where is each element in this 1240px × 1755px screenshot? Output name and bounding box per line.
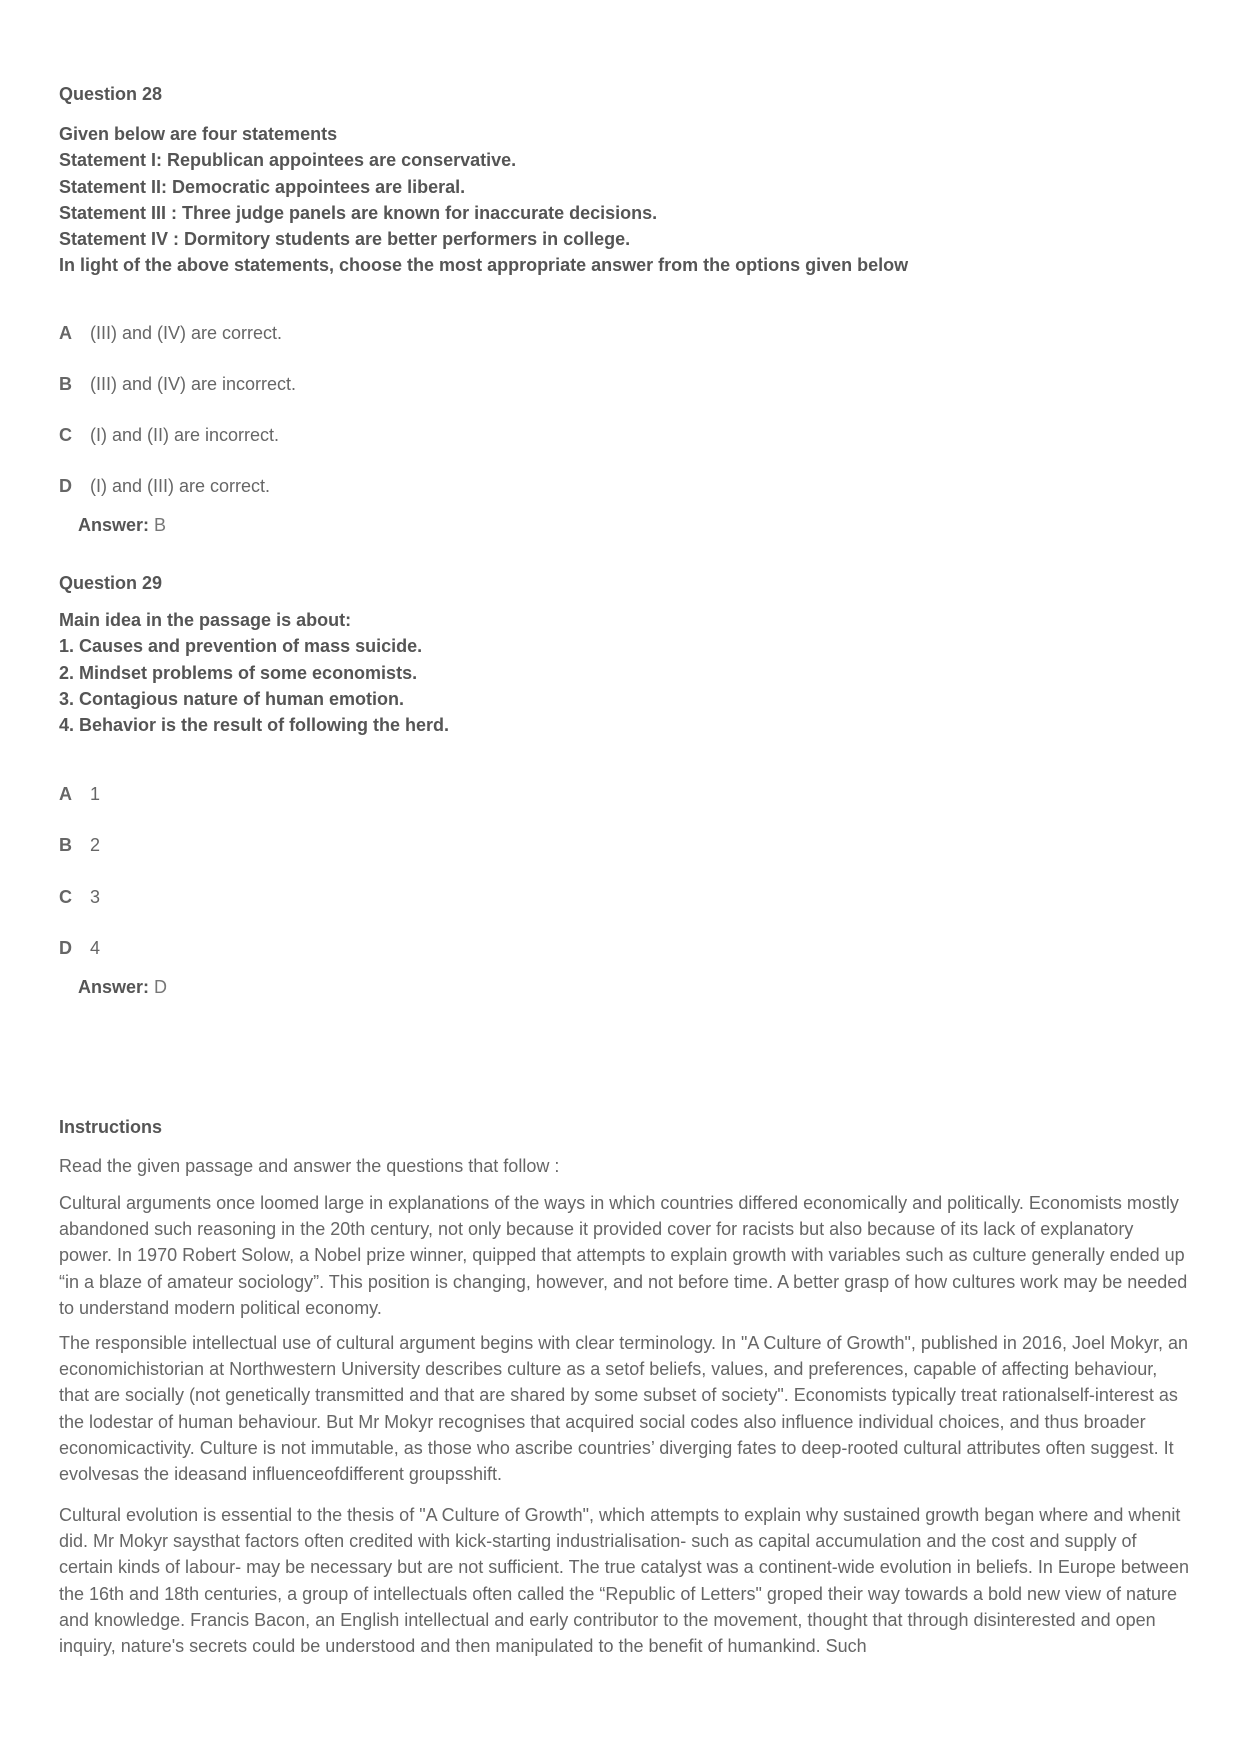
option-d[interactable] bbox=[59, 476, 270, 497]
option-letter: C bbox=[59, 887, 72, 907]
option-c[interactable] bbox=[59, 425, 279, 446]
passage-paragraph: The responsible intellectual use of cultural argument begins with clear terminology. In "A Culture of Growth", published in 2016, Joel Mokyr, an economichistorian at Northwestern University describes culture as a setof beliefs, values, and preferences, capable of affecting behaviour, that are socially (not genetically transmitted and that are shared by some subset of society". Economists typically treat rationalself-interest as the lodestar of human behaviour. But Mr Mokyr recognises that acquired social codes also influence individual choices, and thus broader economicactivity. Culture is not immutable, as those who ascribe countries’ diverging fates to deep-rooted cultural attributes often suggest. It evolvesas the ideasand influenceofdifferent groupsshift. bbox=[59, 1333, 1189, 1485]
option-a[interactable] bbox=[59, 784, 100, 805]
statement-line: Main idea in the passage is about: bbox=[59, 610, 352, 630]
option-text: 3 bbox=[90, 887, 101, 907]
statement-line: Statement II: Democratic appointees are liberal. bbox=[59, 176, 466, 197]
option-text: 4 bbox=[90, 938, 101, 958]
option-letter: D bbox=[59, 476, 72, 496]
question-29-title: Question 29 bbox=[59, 573, 163, 593]
answer-label: Answer: bbox=[78, 515, 150, 535]
question-28-title: Question 28 bbox=[59, 84, 163, 104]
statement-line: Given below are four statements bbox=[59, 124, 338, 144]
option-letter: C bbox=[59, 425, 72, 445]
statement-line: 3. Contagious nature of human emotion. bbox=[59, 688, 405, 709]
statement-line: Statement IV : Dormitory students are better performers in college. bbox=[59, 229, 631, 250]
statement-line: 2. Mindset problems of some economists. bbox=[59, 662, 418, 683]
answer-label: Answer: bbox=[78, 977, 150, 997]
question-29-statement bbox=[59, 607, 449, 738]
option-text: (III) and (IV) are incorrect. bbox=[90, 374, 297, 394]
answer bbox=[78, 515, 166, 536]
option-letter: B bbox=[59, 835, 72, 855]
option-text: 2 bbox=[90, 835, 101, 855]
passage-paragraph: Cultural arguments once loomed large in explanations of the ways in which countries differed economically and politically. Economists mostly abandoned such reasoning in the 20th century, not only because it provided cover for racists but also because of its lack of explanatory power. In 1970 Robert Solow, a Nobel prize winner, quipped that attempts to explain growth with variables such as culture generally ended up “in a blaze of amateur sociology”. This position is changing, however, and not before time. A better grasp of how cultures work may be needed to understand modern political economy. bbox=[59, 1193, 1188, 1318]
option-text: (I) and (III) are correct. bbox=[90, 476, 271, 496]
option-a[interactable] bbox=[59, 323, 282, 344]
option-c[interactable] bbox=[59, 887, 100, 908]
statement-line: 4. Behavior is the result of following the herd. bbox=[59, 715, 450, 736]
statement-line: Statement I: Republican appointees are conservative. bbox=[59, 150, 517, 171]
option-letter: B bbox=[59, 374, 72, 394]
statement-line: In light of the above statements, choose the most appropriate answer from the options given below bbox=[59, 255, 909, 276]
answer-value: D bbox=[154, 977, 168, 997]
option-letter: A bbox=[59, 784, 72, 804]
option-text: 1 bbox=[90, 784, 101, 804]
option-letter: A bbox=[59, 323, 72, 343]
option-d[interactable] bbox=[59, 938, 100, 959]
option-text: (I) and (II) are incorrect. bbox=[90, 425, 280, 445]
question-28-statement bbox=[59, 121, 908, 279]
option-b[interactable] bbox=[59, 374, 296, 395]
statement-line: Statement III : Three judge panels are known for inaccurate decisions. bbox=[59, 202, 658, 223]
statement-line: 1. Causes and prevention of mass suicide. bbox=[59, 636, 423, 657]
passage-paragraph: Cultural evolution is essential to the thesis of "A Culture of Growth", which attempts to explain why sustained growth began where and whenit did. Mr Mokyr saysthat factors often credited with kick-starting industrialisation- such as capital accumulation and the cost and supply of certain kinds of labour- may be necessary but are not sufficient. The true catalyst was a continent-wide evolution in beliefs. In Europe between the 16th and 18th centuries, a group of intellectuals often called the “Republic of Letters" groped their way towards a bold new view of nature and knowledge. Francis Bacon, an English intellectual and early contributor to the movement, thought that through disinterested and open inquiry, nature's secrets could be understood and then manipulated to the benefit of humankind. Such bbox=[59, 1505, 1189, 1657]
answer bbox=[78, 977, 167, 998]
option-text: (III) and (IV) are correct. bbox=[90, 323, 283, 343]
instructions-title: Instructions bbox=[59, 1117, 163, 1137]
answer-value: B bbox=[154, 515, 167, 535]
option-letter: D bbox=[59, 938, 72, 958]
instructions-intro: Read the given passage and answer the questions that follow : bbox=[59, 1156, 560, 1176]
option-b[interactable] bbox=[59, 835, 100, 856]
